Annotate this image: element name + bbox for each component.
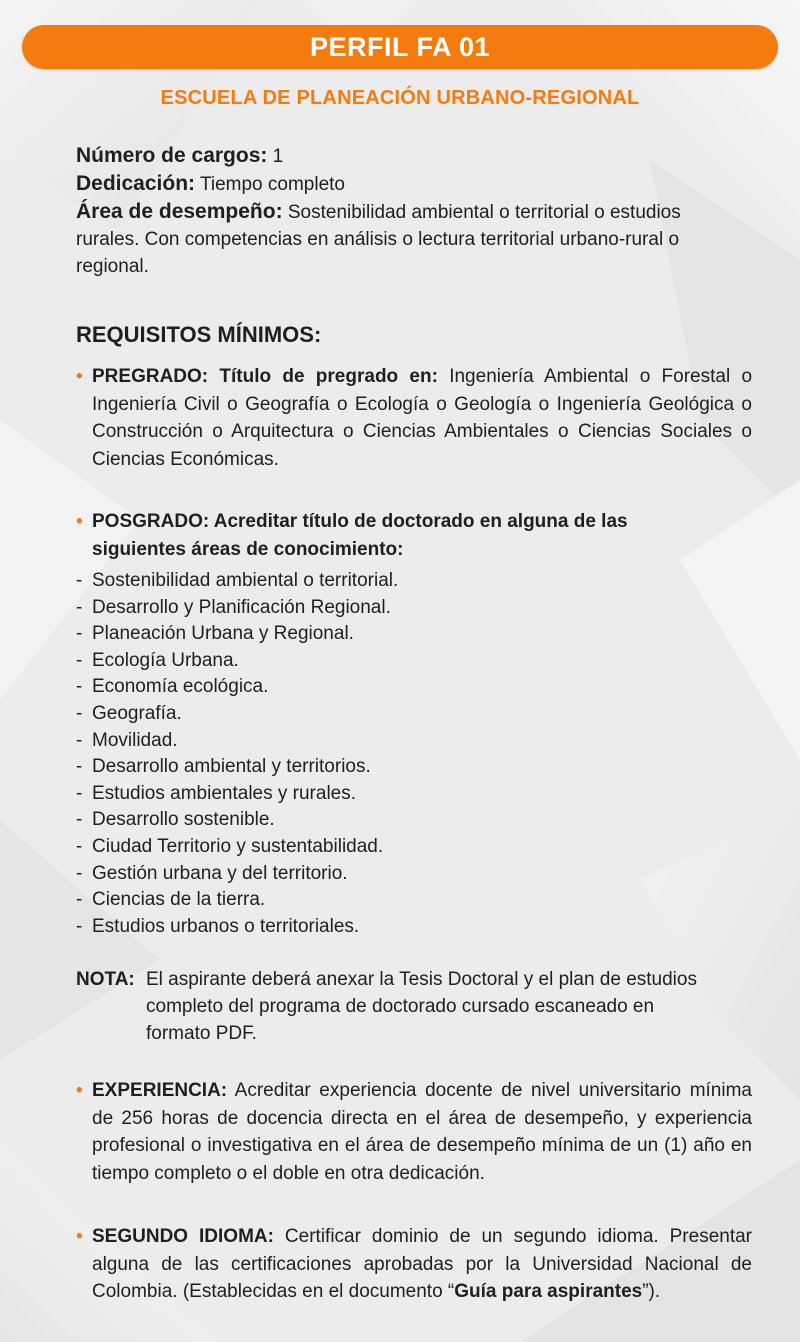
idioma-end: ”).: [642, 1281, 661, 1302]
list-item: - Movilidad.: [76, 729, 178, 751]
idioma-body: [92, 1223, 752, 1306]
profile-title: PERFIL FA 01: [309, 31, 491, 62]
posgrado-label: POSGRADO: Acreditar título de doctorado en alguna de las siguientes áreas de conocimiento:: [92, 511, 628, 560]
cargos-value: 1: [267, 146, 284, 167]
experiencia-body: [92, 1077, 752, 1187]
experiencia-label: EXPERIENCIA:: [92, 1080, 228, 1101]
list-item: - Desarrollo ambiental y territorios.: [76, 756, 371, 778]
posgrado-body: [92, 508, 696, 563]
pregrado-body: [92, 363, 752, 473]
experiencia-item: [76, 1077, 752, 1187]
list-item: - Desarrollo sostenible.: [76, 809, 275, 831]
list-item: - Economía ecológica.: [76, 676, 269, 698]
cargos-line: [76, 142, 716, 170]
bullet-dot-icon: •: [76, 1080, 83, 1101]
dedicacion-value: Tiempo completo: [195, 174, 345, 195]
list-item: - Geografía.: [76, 702, 182, 724]
nota-block: [76, 966, 716, 1047]
list-item: - Estudios ambientales y rurales.: [76, 782, 357, 804]
bullet-dot-icon: •: [76, 511, 83, 532]
list-item: - Sostenibilidad ambiental o territorial.: [76, 570, 399, 591]
dedicacion-label: Dedicación:: [76, 172, 196, 195]
experiencia-text: Acreditar experiencia docente de nivel universitario mínima de 256 horas de docencia directa en el área de desempeño, y experiencia profesional o investigativa en el área de desempeño mínima de un (1) año en tiempo completo o el doble en otra dedicación.: [92, 1080, 752, 1184]
list-item: - Desarrollo y Planificación Regional.: [76, 596, 391, 618]
area-value: Sostenibilidad ambiental o territorial o estudios rurales. Con competencias en análisis o lectura territorial urbano-rural o regional.: [76, 202, 681, 277]
dedicacion-line: [76, 170, 716, 198]
requisitos-title: REQUISITOS MÍNIMOS:: [76, 322, 322, 347]
school-name: ESCUELA DE PLANEACIÓN URBANO-REGIONAL: [160, 87, 640, 109]
list-item: - Estudios urbanos o territoriales.: [76, 915, 360, 937]
list-item: - Gestión urbana y del territorio.: [76, 862, 348, 884]
guia-aspirantes-reference: Guía para aspirantes: [454, 1281, 643, 1302]
nota-text: El aspirante deberá anexar la Tesis Doctoral y el plan de estudios completo del programa de doctorado cursado escaneado en formato PDF.: [146, 969, 697, 1044]
posgrado-areas-list: [76, 568, 398, 940]
idioma-label: SEGUNDO IDIOMA:: [92, 1226, 274, 1247]
profile-info: [76, 142, 716, 280]
area-line: [76, 198, 716, 280]
idioma-text: Certificar dominio de un segundo idioma. Presentar alguna de las certificaciones aprobadas por la Universidad Nacional de Colombia. (Establecidas en el documento “: [92, 1226, 753, 1302]
bullet-dot-icon: •: [76, 1226, 83, 1247]
area-label: Área de desempeño:: [76, 200, 283, 223]
bullet-dot-icon: •: [76, 366, 83, 387]
nota-label: NOTA:: [76, 969, 135, 990]
cargos-label: Número de cargos:: [76, 144, 268, 167]
pregrado-item: [76, 363, 752, 473]
idioma-item: [76, 1223, 752, 1306]
profile-title-banner: [22, 25, 778, 69]
list-item: - Ciudad Territorio y sustentabilidad.: [76, 835, 384, 857]
pregrado-label: PREGRADO: Título de pregrado en:: [92, 366, 438, 387]
list-item: - Ecología Urbana.: [76, 649, 239, 671]
pregrado-text: Ingeniería Ambiental o Forestal o Ingeniería Civil o Geografía o Ecología o Geología o Ingeniería Geológica o Construcción o Arquitectura o Ciencias Ambientales o Ciencias Sociales o Ciencias Económicas.: [92, 366, 753, 470]
posgrado-item: [76, 508, 696, 563]
list-item: - Planeación Urbana y Regional.: [76, 623, 354, 645]
list-item: - Ciencias de la tierra.: [76, 889, 266, 911]
